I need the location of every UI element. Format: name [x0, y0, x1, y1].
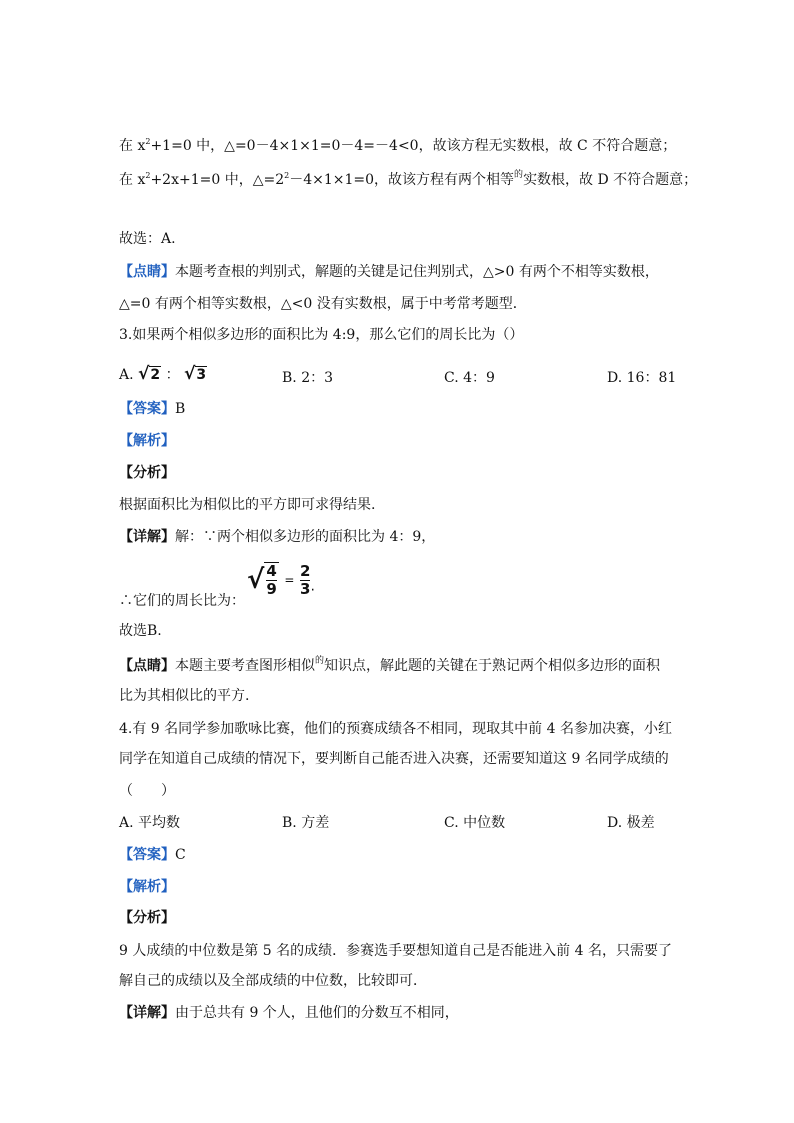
section-tag: 【答案】 [119, 847, 175, 863]
text-run: 知识点，解此题的关键在于熟记两个相似多边形的面积 [324, 658, 661, 674]
text-run: 本题主要考查图形相似 [175, 658, 315, 674]
option-label: A. [119, 367, 134, 383]
text-run: 解：∵两个相似多边形的面积比为 4：9， [175, 529, 436, 545]
superscript: 2 [145, 137, 151, 146]
q3-fenxi: 【分析】 [119, 465, 175, 481]
sqrt-2: √2 [138, 364, 161, 384]
line-dianjing-2: △=0 有两个相等实数根，△<0 没有实数根，属于中考常考题型． [119, 296, 527, 312]
q3-option-d: D. 16：81 [607, 370, 677, 386]
text-run: 本题考查根的判别式，解题的关键是记住判别式，△>0 有两个不相等实数根， [175, 264, 659, 280]
q4-option-b: B. 方差 [282, 815, 330, 831]
q3-option-a [119, 364, 207, 385]
line-case-c [119, 136, 676, 156]
q4-fenxi-text-2: 解自己的成绩以及全部成绩的中位数，比较即可． [119, 973, 427, 989]
text-run: +1=0 中，△=0－4×1×1=0－4=－4<0，故该方程无实数根，故 C 不符合题意； [150, 138, 677, 154]
q4-fenxi-text-1: 9 人成绩的中位数是第 5 名的成绩．参赛选手要想知道自己是否能进入前 4 名，只需要了 [119, 943, 672, 959]
q4-option-c: C. 中位数 [444, 815, 506, 831]
text-run: ： [165, 367, 180, 383]
section-tag: 【点睛】 [119, 264, 175, 280]
q4-answer [119, 845, 186, 865]
q3-jiexi: 【解析】 [119, 433, 175, 449]
q4-option-a: A. 平均数 [119, 815, 181, 831]
q3-option-b: B. 2：3 [282, 370, 334, 386]
raised-char: 的 [315, 656, 325, 666]
question-4-line-1: 4.有 9 名同学参加歌咏比赛，他们的预赛成绩各不相同，现取其中前 4 名参加决赛，小红 [119, 721, 672, 737]
period: . [310, 578, 315, 595]
q3-option-c: C. 4：9 [444, 370, 495, 386]
text-run: 在 x [119, 138, 146, 154]
q4-option-d: D. 极差 [607, 815, 655, 831]
answer-value: B [175, 401, 186, 417]
section-tag: 【点睛】 [119, 658, 175, 674]
sqrt-sign: √ [247, 565, 265, 595]
q4-jiexi: 【解析】 [119, 879, 175, 895]
section-tag: 【详解】 [119, 529, 175, 545]
line-dianjing-1 [119, 262, 659, 282]
text-run: +2x+1=0 中，△=2 [150, 172, 285, 188]
q4-xiangjie [119, 1003, 459, 1023]
q3-fenxi-text: 根据面积比为相似比的平方即可求得结果. [119, 497, 376, 513]
q4-fenxi: 【分析】 [119, 910, 175, 926]
question-4-line-3: （ ） [119, 783, 175, 799]
line-choose-a: 故选：A. [119, 231, 176, 247]
q3-answer [119, 399, 185, 419]
answer-value: C [175, 847, 186, 863]
question-3: 3.如果两个相似多边形的面积比为 4:9，那么它们的周长比为（） [119, 327, 524, 343]
line-case-d [119, 170, 697, 190]
superscript: 2 [145, 171, 151, 180]
superscript: 2 [284, 171, 290, 180]
q3-dianjing-1 [119, 656, 660, 676]
text-run: －4×1×1=0，故该方程有两个相等 [289, 172, 515, 188]
q3-formula [247, 562, 315, 598]
fraction-4-9: $\frac{4}{9}$ [266, 562, 277, 598]
raised-char: 的 [514, 170, 524, 180]
q3-guxuan: 故选B. [119, 623, 162, 639]
text-run: 在 x [119, 172, 146, 188]
q3-formula-prefix: ∴它们的周长比为： [119, 593, 245, 609]
fraction-2-3: $\frac{2}{3}$ [300, 561, 311, 598]
text-run: 由于总共有 9 个人，且他们的分数互不相同， [175, 1005, 459, 1021]
sqrt-3: √3 [184, 364, 207, 384]
equals-sign: = [284, 573, 295, 587]
question-4-line-2: 同学在知道自己成绩的情况下，要判断自己能否进入决赛，还需要知道这 9 名同学成绩的 [119, 751, 669, 767]
q3-dianjing-2: 比为其相似比的平方. [119, 688, 250, 704]
section-tag: 【答案】 [119, 401, 175, 417]
q3-xiangjie [119, 527, 435, 547]
text-run: 实数根，故 D 不符合题意； [523, 172, 698, 188]
section-tag: 【详解】 [119, 1005, 175, 1021]
